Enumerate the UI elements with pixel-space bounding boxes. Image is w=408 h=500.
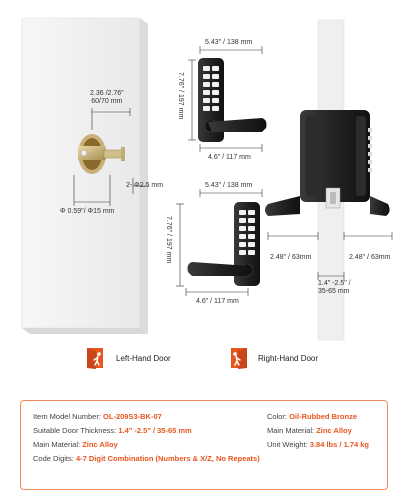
cross-bore-label: Φ 0.59"/ Φ15 mm xyxy=(60,208,115,215)
bore-lower-text: 60/70 mm xyxy=(91,98,123,106)
door-thickness-upper: 1.4" -2.5" / xyxy=(318,280,351,287)
material2-key: Main Material: xyxy=(33,440,83,449)
model-value: OL-209S3-BK-07 xyxy=(103,412,162,421)
material-key: Main Material: xyxy=(267,426,317,435)
bottom-width-label: 5.43" / 138 mm xyxy=(205,182,253,189)
top-width-label: 5.43" / 138 mm xyxy=(205,39,253,46)
thickness-value: 1.4" -2.5" / 35-65 mm xyxy=(118,426,192,435)
model-key: Item Model Number: xyxy=(33,412,104,421)
left-hand-door-label: Left-Hand Door xyxy=(116,353,171,363)
color-value: Oil-Rubbed Bronze xyxy=(289,412,358,421)
right-hand-legend xyxy=(226,346,318,370)
code-key: Code Digits: xyxy=(33,454,76,463)
left-hand-legend xyxy=(84,346,171,370)
material2-value: Zinc Alloy xyxy=(82,440,118,449)
door-thickness-label xyxy=(318,280,351,296)
screw-hole-label: 2- Φ2.5 mm xyxy=(126,182,164,189)
door-slab xyxy=(22,18,148,334)
top-height-label: 7.76" / 197 mm xyxy=(177,72,184,120)
right-hand-door-icon xyxy=(226,346,250,370)
thickness-key: Suitable Door Thickness: xyxy=(33,426,119,435)
bottom-handle-label: 4.6" / 117 mm xyxy=(196,298,239,305)
material-value: Zinc Alloy xyxy=(316,426,352,435)
bottom-height-label: 7.76" / 197 mm xyxy=(165,216,172,264)
spec-row-1 xyxy=(33,410,375,424)
color-key: Color: xyxy=(267,412,290,421)
spec-row-4 xyxy=(33,452,375,466)
bore-dimension-label xyxy=(90,90,124,106)
left-hand-door-icon xyxy=(84,346,108,370)
spec-panel xyxy=(20,400,388,490)
bore-upper-text: 2.36 /2.76" xyxy=(90,90,124,97)
side-left-label: 2.48" / 63mm xyxy=(270,254,312,261)
weight-key: Unit Weight: xyxy=(267,440,310,449)
side-right-label: 2.48" / 63mm xyxy=(349,254,391,261)
right-hand-door-label: Right-Hand Door xyxy=(258,353,319,363)
lower-lock-front xyxy=(176,189,262,296)
spec-row-3 xyxy=(33,438,375,452)
spec-row-2 xyxy=(33,424,375,438)
code-value: 4-7 Digit Combination (Numbers & X/Z, No Repeats) xyxy=(75,454,260,463)
door-thickness-lower: 35-65 mm xyxy=(318,288,350,296)
upper-lock-front xyxy=(188,46,267,152)
top-handle-label: 4.6" / 117 mm xyxy=(208,154,251,161)
weight-value: 3.84 lbs / 1.74 kg xyxy=(309,440,369,449)
